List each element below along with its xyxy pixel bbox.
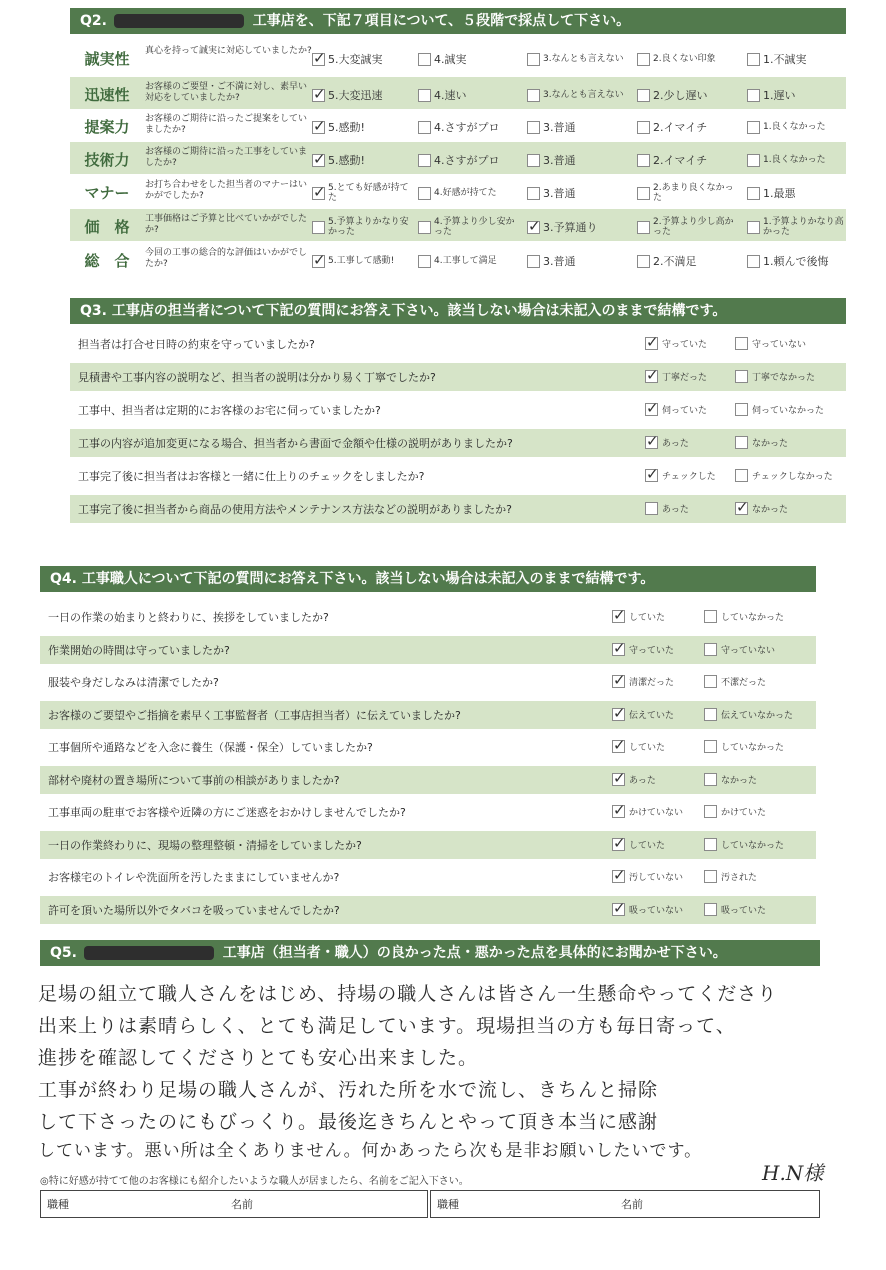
rating-option-label: 2.少し遅い (653, 88, 708, 102)
rating-option-label: 1.不誠実 (763, 52, 807, 66)
rating-option[interactable] (418, 48, 522, 70)
rating-category: 提案力 (84, 118, 130, 136)
answer-checkbox[interactable] (735, 469, 748, 482)
answer-label: 守っていない (721, 645, 776, 656)
rating-checkbox[interactable] (418, 154, 431, 167)
rating-checkbox[interactable] (527, 53, 540, 66)
rating-checkbox[interactable] (747, 255, 760, 268)
name-label: 名前 (231, 1198, 253, 1211)
referral-box-right[interactable] (430, 1190, 820, 1218)
rating-option[interactable] (747, 84, 851, 106)
rating-option[interactable] (312, 48, 416, 70)
yes-option[interactable] (612, 708, 674, 721)
rating-checkbox[interactable] (527, 255, 540, 268)
question-text: 作業開始の時間は守っていましたか? (48, 643, 230, 657)
answer-label: あった (662, 439, 689, 449)
comment-line: しています。悪い所は全くありません。何かあったら次も是非お願いしたいです。 (38, 1141, 703, 1161)
no-option[interactable] (704, 675, 766, 688)
rating-checkbox[interactable] (527, 89, 540, 102)
answer-checkbox[interactable] (612, 610, 625, 623)
answer-label: 丁寧だった (662, 373, 708, 383)
answer-checkbox[interactable] (704, 903, 717, 916)
question-text: 服装や身だしなみは清潔でしたか? (48, 676, 219, 689)
comment-line: 足場の組立て職人さんをはじめ、持場の職人さんは皆さん一生懸命やってくださり (38, 983, 778, 1005)
rating-option-label: 4.さすがプロ (434, 153, 500, 167)
no-option[interactable] (704, 708, 793, 721)
rating-option-label: 2.イマイチ (653, 120, 708, 134)
question-text: 一日の作業終わりに、現場の整理整頓・清掃をしていましたか? (48, 838, 362, 852)
question-text: 工事中、担当者は定期的にお客様のお宅に伺っていましたか? (78, 404, 381, 417)
question-text: 部材や廃材の置き場所について事前の相談がありましたか? (48, 773, 340, 787)
q5-header-label: Q5. (50, 945, 77, 961)
rating-option-label: 1.最悪 (763, 186, 796, 200)
rating-checkbox[interactable] (637, 221, 650, 234)
answer-label: 丁寧でなかった (752, 373, 816, 383)
answer-label: かけていない (629, 808, 684, 818)
answer-checkbox[interactable] (735, 370, 748, 383)
yes-option[interactable] (612, 870, 683, 883)
rating-option-label: 4.速い (434, 88, 467, 102)
rating-option[interactable] (747, 149, 851, 171)
rating-option[interactable] (312, 84, 416, 106)
no-option[interactable] (735, 403, 824, 416)
redaction-mark (114, 14, 244, 28)
rating-option[interactable] (527, 216, 631, 238)
rating-option-label: 1.良くなかった (763, 155, 826, 165)
rating-checkbox[interactable] (312, 255, 325, 268)
question-text: 許可を頂いた場所以外でタバコを吸っていませんでしたか? (48, 903, 340, 917)
rating-checkbox[interactable] (418, 187, 431, 200)
answer-label: していなかった (721, 840, 785, 851)
rating-checkbox[interactable] (637, 121, 650, 134)
rating-option-label: 4.工事して満足 (434, 256, 497, 266)
rating-option-label: 5.感動! (328, 153, 365, 167)
answer-checkbox[interactable] (612, 805, 625, 818)
rating-category: 総 合 (84, 252, 130, 270)
question-row (40, 603, 816, 631)
no-option[interactable] (704, 643, 775, 656)
question-text: 工事完了後に担当者はお客様と一緒に仕上りのチェックをしましたか? (78, 470, 425, 483)
rating-option-label: 1.遅い (763, 88, 796, 102)
rating-question: 工事価格はご予算と比べていかがでしたか? (145, 214, 308, 235)
rating-option-label: 3.なんとも言えない (543, 90, 624, 100)
rating-option[interactable] (637, 116, 741, 138)
rating-option-label: 3.普通 (543, 120, 576, 134)
yes-option[interactable] (612, 740, 665, 753)
answer-label: なかった (752, 439, 789, 449)
answer-checkbox[interactable] (704, 838, 717, 851)
rating-checkbox[interactable] (637, 255, 650, 268)
comment-line: して下さったのにもびっくり。最後迄きちんとやって頂き本当に感謝 (38, 1111, 659, 1133)
question-row (40, 831, 816, 859)
rating-option[interactable] (527, 250, 631, 272)
yes-option[interactable] (645, 337, 707, 350)
answer-checkbox[interactable] (645, 502, 658, 515)
answer-label: あった (662, 505, 689, 515)
rating-checkbox[interactable] (747, 154, 760, 167)
rating-option-label: 5.感動! (328, 120, 365, 134)
rating-question: お打ち合わせをした担当者のマナーはいかがでしたか? (145, 180, 308, 201)
answer-label: 守っていた (662, 340, 708, 350)
yes-option[interactable] (612, 805, 683, 818)
answer-checkbox[interactable] (645, 337, 658, 350)
rating-option[interactable] (637, 250, 741, 272)
rating-option-label: 3.普通 (543, 254, 576, 268)
answer-checkbox[interactable] (612, 740, 625, 753)
rating-checkbox[interactable] (312, 121, 325, 134)
question-text: 担当者は打合せ日時の約束を守っていましたか? (78, 338, 315, 351)
rating-option[interactable] (637, 84, 741, 106)
rating-option-label: 3.なんとも言えない (543, 54, 624, 64)
answer-label: 伺っていた (662, 406, 708, 416)
referral-box-left[interactable] (40, 1190, 428, 1218)
no-option[interactable] (704, 805, 766, 818)
comment-line: 出来上りは素晴らしく、とても満足しています。現場担当の方も毎日寄って、 (38, 1015, 736, 1037)
rating-option[interactable] (527, 48, 631, 70)
job-label: 職種 (47, 1198, 69, 1211)
question-row (70, 429, 846, 457)
rating-category: 迅速性 (84, 86, 130, 104)
question-row (40, 668, 816, 696)
rating-category: 誠実性 (84, 50, 130, 68)
rating-option[interactable] (637, 182, 741, 204)
rating-option-label: 1.予算よりかなり高かった (763, 217, 844, 237)
no-option[interactable] (704, 903, 766, 916)
rating-option[interactable] (418, 216, 522, 238)
signature: H.N様 (762, 1161, 824, 1185)
no-option[interactable] (735, 469, 833, 482)
rating-option-label: 4.誠実 (434, 52, 467, 66)
rating-option-label: 2.あまり良くなかった (653, 183, 734, 203)
rating-checkbox[interactable] (747, 121, 760, 134)
answer-checkbox[interactable] (704, 708, 717, 721)
rating-question: 今回の工事の総合的な評価はいかがでしたか? (145, 248, 308, 269)
rating-option[interactable] (418, 149, 522, 171)
answer-checkbox[interactable] (704, 773, 717, 786)
no-option[interactable] (735, 370, 815, 383)
rating-checkbox[interactable] (637, 89, 650, 102)
yes-option[interactable] (612, 838, 665, 851)
rating-question: 真心を持って誠実に対応していましたか? (145, 46, 312, 56)
question-text: 見積書や工事内容の説明など、担当者の説明は分かり易く丁寧でしたか? (78, 371, 436, 384)
rating-option[interactable] (527, 116, 631, 138)
answer-label: していた (629, 840, 666, 851)
rating-option-label: 4.予算より少し安かった (434, 217, 515, 237)
answer-checkbox[interactable] (645, 469, 658, 482)
question-text: 工事個所や通路などを入念に養生（保護・保全）していましたか? (48, 741, 373, 754)
comment-line: 工事が終わり足場の職人さんが、汚れた所を水で流し、きちんと掃除 (38, 1079, 659, 1101)
answer-checkbox[interactable] (704, 610, 717, 623)
answer-label: 汚された (721, 873, 758, 883)
rating-checkbox[interactable] (637, 53, 650, 66)
no-option[interactable] (704, 838, 784, 851)
rating-checkbox[interactable] (527, 121, 540, 134)
answer-checkbox[interactable] (612, 838, 625, 851)
answer-label: なかった (721, 775, 758, 786)
rating-option-label: 1.良くなかった (763, 122, 826, 132)
rating-option[interactable] (418, 250, 522, 272)
q3-header-text: Q3. 工事店の担当者について下記の質問にお答え下さい。該当しない場合は未記入のままで結構です。 (80, 303, 727, 319)
yes-option[interactable] (612, 675, 674, 688)
answer-label: 伝えていなかった (721, 710, 794, 721)
rating-option-label: 4.さすがプロ (434, 120, 500, 134)
rating-option[interactable] (312, 250, 416, 272)
rating-category: 技術力 (84, 151, 130, 169)
question-row (40, 766, 816, 794)
question-text: お客様宅のトイレや洗面所を汚したままにしていませんか? (48, 871, 340, 884)
yes-option[interactable] (612, 773, 656, 786)
answer-checkbox[interactable] (735, 403, 748, 416)
rating-checkbox[interactable] (527, 187, 540, 200)
rating-checkbox[interactable] (747, 187, 760, 200)
question-row (40, 896, 816, 924)
answer-checkbox[interactable] (645, 403, 658, 416)
rating-option[interactable] (747, 182, 851, 204)
answer-checkbox[interactable] (735, 337, 748, 350)
answer-label: チェックしなかった (752, 472, 833, 482)
rating-option[interactable] (418, 182, 522, 204)
question-text: お客様のご要望やご指摘を素早く工事監督者（工事店担当者）に伝えていましたか? (48, 708, 461, 722)
rating-option[interactable] (637, 149, 741, 171)
answer-checkbox[interactable] (704, 675, 717, 688)
rating-checkbox[interactable] (312, 89, 325, 102)
answer-checkbox[interactable] (612, 773, 625, 786)
no-option[interactable] (735, 436, 788, 449)
rating-checkbox[interactable] (747, 53, 760, 66)
yes-option[interactable] (645, 370, 707, 383)
question-text: 工事の内容が追加変更になる場合、担当者から書面で金額や仕様の説明がありましたか? (78, 437, 513, 450)
rating-option[interactable] (747, 48, 851, 70)
yes-option[interactable] (612, 610, 665, 623)
rating-option[interactable] (312, 182, 416, 204)
rating-option[interactable] (312, 116, 416, 138)
question-text: 工事完了後に担当者から商品の使用方法やメンテナンス方法などの説明がありましたか? (78, 503, 512, 516)
rating-option-label: 3.予算通り (543, 220, 598, 234)
rating-checkbox[interactable] (637, 154, 650, 167)
question-row (70, 396, 846, 424)
no-option[interactable] (704, 870, 757, 883)
answer-checkbox[interactable] (612, 675, 625, 688)
rating-option-label: 5.予算よりかなり安かった (328, 217, 409, 237)
no-option[interactable] (735, 502, 788, 515)
answer-label: かけていた (721, 808, 767, 818)
rating-checkbox[interactable] (527, 154, 540, 167)
rating-option-label: 2.予算より少し高かった (653, 217, 734, 237)
answer-label: 吸っていた (721, 905, 767, 916)
rating-checkbox[interactable] (312, 221, 325, 234)
rating-question: お客様のご期待に沿った工事をしていましたか? (145, 147, 308, 168)
redaction-mark (84, 946, 214, 960)
q2-header-text: 工事店を、下記７項目について、５段階で採点して下さい。 (252, 13, 631, 29)
no-option[interactable] (704, 740, 784, 753)
answer-label: 不潔だった (721, 678, 767, 688)
referral-note: ◎特に好感が持てて他のお客様にも紹介したいような職人が居ましたら、名前をご記入下さい。 (40, 1176, 469, 1187)
rating-question: お客様のご要望・ご不満に対し、素早い対応をしていましたか? (145, 82, 308, 103)
yes-option[interactable] (645, 403, 707, 416)
question-row (70, 330, 846, 358)
rating-option-label: 2.イマイチ (653, 153, 708, 167)
yes-option[interactable] (612, 643, 674, 656)
rating-option[interactable] (747, 216, 851, 238)
rating-category: マナー (84, 184, 130, 202)
question-row (70, 495, 846, 523)
q2-header-label: Q2. (80, 13, 107, 29)
answer-checkbox[interactable] (645, 436, 658, 449)
rating-option-label: 4.好感が持てた (434, 188, 497, 198)
rating-checkbox[interactable] (418, 53, 431, 66)
answer-checkbox[interactable] (645, 370, 658, 383)
rating-question: お客様のご期待に沿ったご提案をしていましたか? (145, 114, 308, 135)
name-label: 名前 (621, 1198, 643, 1211)
rating-option-label: 3.普通 (543, 153, 576, 167)
answer-label: していた (629, 743, 666, 753)
answer-label: 汚していない (629, 873, 684, 883)
question-row (40, 733, 816, 761)
yes-option[interactable] (612, 903, 683, 916)
answer-checkbox[interactable] (704, 643, 717, 656)
q3-header (70, 298, 846, 324)
answer-checkbox[interactable] (704, 740, 717, 753)
answer-label: していた (629, 613, 666, 623)
answer-label: なかった (752, 505, 789, 515)
q4-header-text: Q4. 工事職人について下記の質問にお答え下さい。該当しない場合は未記入のままで結構です。 (50, 571, 655, 587)
rating-option[interactable] (747, 116, 851, 138)
no-option[interactable] (735, 337, 806, 350)
rating-checkbox[interactable] (418, 221, 431, 234)
rating-option-label: 5.大変誠実 (328, 52, 383, 66)
rating-option[interactable] (527, 182, 631, 204)
rating-checkbox[interactable] (418, 121, 431, 134)
rating-option-label: 5.大変迅速 (328, 88, 383, 102)
rating-option[interactable] (637, 216, 741, 238)
answer-checkbox[interactable] (612, 870, 625, 883)
answer-label: 伝えていた (629, 710, 675, 721)
rating-option[interactable] (527, 84, 631, 106)
question-row (40, 798, 816, 826)
rating-option[interactable] (747, 250, 851, 272)
rating-checkbox[interactable] (312, 53, 325, 66)
answer-label: 吸っていない (629, 905, 684, 916)
q5-header-text: 工事店（担当者・職人）の良かった点・悪かった点を具体的にお聞かせ下さい。 (222, 945, 727, 961)
rating-option-label: 2.不満足 (653, 254, 697, 268)
answer-label: 守っていない (752, 340, 807, 350)
q4-header (40, 566, 816, 592)
yes-option[interactable] (645, 436, 689, 449)
rating-option-label: 1.頼んで後悔 (763, 254, 829, 268)
rating-checkbox[interactable] (312, 154, 325, 167)
rating-category: 価 格 (84, 218, 130, 236)
rating-option[interactable] (637, 48, 741, 70)
answer-label: 伺っていなかった (752, 406, 825, 416)
question-row (70, 462, 846, 490)
comment-line: 進捗を確認してくださりとても安心出来ました。 (38, 1047, 479, 1069)
rating-option-label: 5.工事して感動! (328, 256, 395, 266)
answer-label: していなかった (721, 613, 785, 623)
question-row (40, 863, 816, 891)
answer-checkbox[interactable] (612, 708, 625, 721)
rating-checkbox[interactable] (637, 187, 650, 200)
no-option[interactable] (704, 773, 757, 786)
rating-option-label: 5.とても好感が持てた (328, 183, 409, 203)
answer-label: 清潔だった (629, 678, 675, 688)
rating-option[interactable] (312, 149, 416, 171)
no-option[interactable] (704, 610, 784, 623)
rating-checkbox[interactable] (747, 89, 760, 102)
q2-header (70, 8, 846, 34)
rating-option-label: 2.良くない印象 (653, 54, 716, 64)
rating-option[interactable] (418, 84, 522, 106)
job-label: 職種 (437, 1198, 459, 1211)
answer-label: あった (629, 775, 656, 786)
rating-checkbox[interactable] (527, 221, 540, 234)
answer-label: チェックした (662, 472, 716, 482)
question-text: 一日の作業の始まりと終わりに、挨拶をしていましたか? (48, 611, 329, 624)
rating-option-label: 3.普通 (543, 186, 576, 200)
rating-option[interactable] (418, 116, 522, 138)
answer-checkbox[interactable] (612, 643, 625, 656)
answer-label: 守っていた (629, 645, 675, 656)
rating-checkbox[interactable] (747, 221, 760, 234)
yes-option[interactable] (645, 469, 716, 482)
answer-label: していなかった (721, 743, 785, 753)
rating-option[interactable] (527, 149, 631, 171)
question-text: 工事車両の駐車でお客様や近隣の方にご迷惑をおかけしませんでしたか? (48, 806, 406, 819)
rating-checkbox[interactable] (418, 255, 431, 268)
question-row (40, 636, 816, 664)
q5-header (40, 940, 820, 966)
question-row (70, 363, 846, 391)
answer-checkbox[interactable] (704, 870, 717, 883)
yes-option[interactable] (645, 502, 689, 515)
rating-checkbox[interactable] (312, 187, 325, 200)
rating-option[interactable] (312, 216, 416, 238)
answer-checkbox[interactable] (735, 502, 748, 515)
answer-checkbox[interactable] (735, 436, 748, 449)
answer-checkbox[interactable] (612, 903, 625, 916)
rating-checkbox[interactable] (418, 89, 431, 102)
answer-checkbox[interactable] (704, 805, 717, 818)
question-row (40, 701, 816, 729)
